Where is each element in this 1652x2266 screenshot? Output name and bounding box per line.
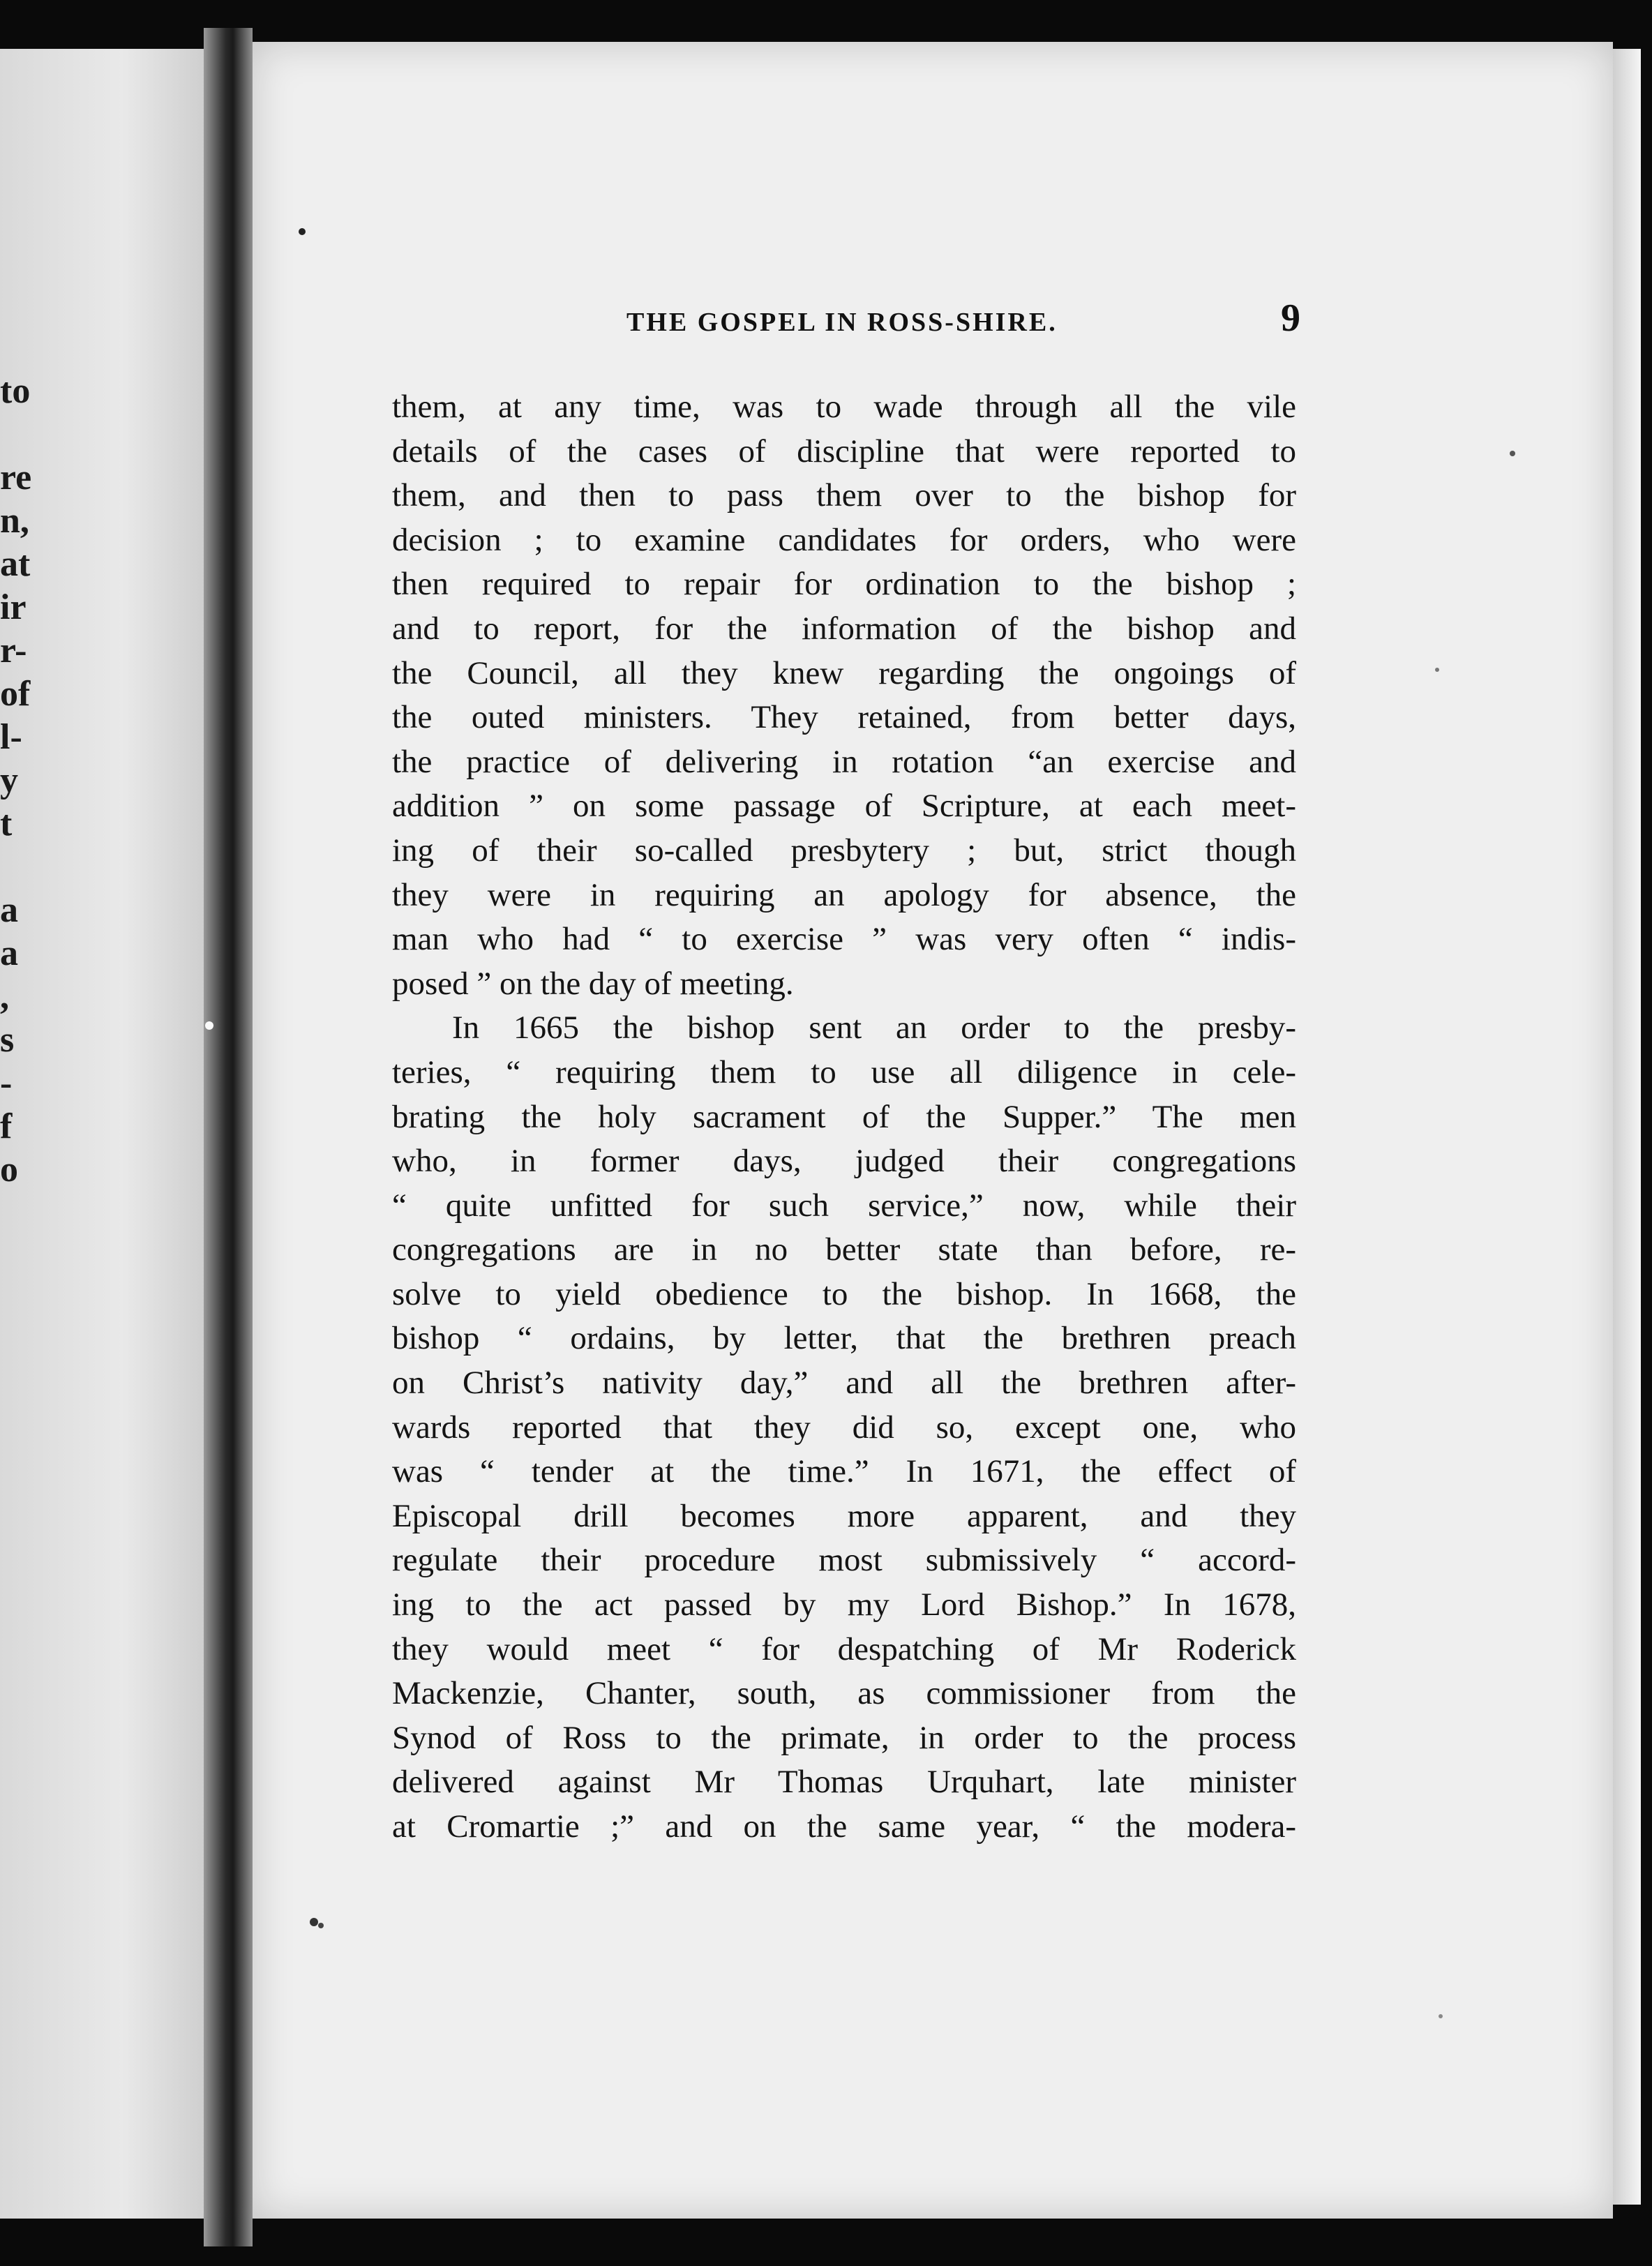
text-line: addition ” on some passage of Scripture, at each meet- [392,788,1296,825]
page-edge [1613,49,1641,2205]
margin-fragment: re [0,458,32,497]
text-line: man who had “ to exercise ” was very often “ indis- [392,921,1296,958]
margin-fragment: y [0,760,18,800]
margin-fragment [0,413,63,456]
text-line: solve to yield obedience to the bishop. In 1668, the [392,1275,1296,1312]
text-line: In 1665 the bishop sent an order to the presby- [452,1010,1296,1046]
margin-fragment [0,846,63,889]
text-line: they would meet “ for despatching of Mr Roderick [392,1630,1296,1667]
margin-fragment: o [0,1150,18,1190]
text-line: them, and then to pass them over to the bishop for [392,477,1296,514]
margin-fragment: - [0,1063,13,1103]
text-line: posed ” on the day of meeting. [392,965,794,1002]
text-line: ing to the act passed by my Lord Bishop.” In 1678, [392,1586,1296,1623]
text-line: brating the holy sacrament of the Supper.” The men [392,1098,1296,1135]
text-line: bishop “ ordains, by letter, that the brethren preach [392,1320,1296,1357]
text-line: congregations are in no better state than before, re- [392,1231,1296,1268]
running-head-title: THE GOSPEL IN ROSS-SHIRE. [626,308,1058,337]
margin-fragment: at [0,544,31,584]
text-line: decision ; to examine candidates for orders, who were [392,521,1296,558]
margin-fragment: f [0,1106,13,1146]
margin-fragment: l- [0,717,22,757]
margin-fragment: a [0,933,18,973]
margin-fragment: ir [0,587,27,627]
text-line: Mackenzie, Chanter, south, as commissioner from the [392,1675,1296,1712]
margin-fragment: s [0,1020,15,1060]
margin-fragment: , [0,977,9,1016]
text-line: them, at any time, was to wade through all the vile [392,389,1296,425]
text-line: the outed ministers. They retained, from better days, [392,699,1296,736]
margin-fragment: of [0,674,31,714]
text-line: at Cromartie ;” and on the same year, “ the modera- [392,1808,1296,1845]
previous-page-margin-text [0,370,63,1192]
margin-fragment: to [0,371,31,411]
text-line: they were in requiring an apology for absence, the [392,876,1296,913]
text-line: Episcopal drill becomes more apparent, and they [392,1497,1296,1534]
text-line: the Council, all they knew regarding the ongoings of [392,654,1296,691]
text-line: the practice of delivering in rotation “an exercise and [392,743,1296,780]
text-line: on Christ’s nativity day,” and all the brethren after- [392,1365,1296,1402]
text-line: Synod of Ross to the primate, in order to the process [392,1719,1296,1756]
text-line: ing of their so-called presbytery ; but, strict though [392,832,1296,869]
text-line: was “ tender at the time.” In 1671, the effect of [392,1453,1296,1490]
margin-fragment: t [0,804,13,843]
margin-fragment: r- [0,631,27,670]
text-line: regulate their procedure most submissively “ accord- [392,1542,1296,1579]
text-line: teries, “ requiring them to use all diligence in cele- [392,1053,1296,1090]
page-number: 9 [1281,297,1300,340]
text-line: details of the cases of discipline that were reported to [392,433,1296,470]
text-line: then required to repair for ordination to the bishop ; [392,566,1296,603]
body-text [392,385,1296,1849]
margin-fragment: a [0,890,18,930]
margin-fragment: n, [0,501,29,541]
text-line: “ quite unfitted for such service,” now, while their [392,1187,1296,1224]
text-line: and to report, for the information of the bishop and [392,610,1296,647]
text-line: wards reported that they did so, except one, who [392,1409,1296,1446]
previous-page-edge [0,49,204,2219]
text-line: delivered against Mr Thomas Urquhart, late minister [392,1764,1296,1801]
text-line: who, in former days, judged their congregations [392,1143,1296,1180]
book-gutter [204,28,253,2246]
